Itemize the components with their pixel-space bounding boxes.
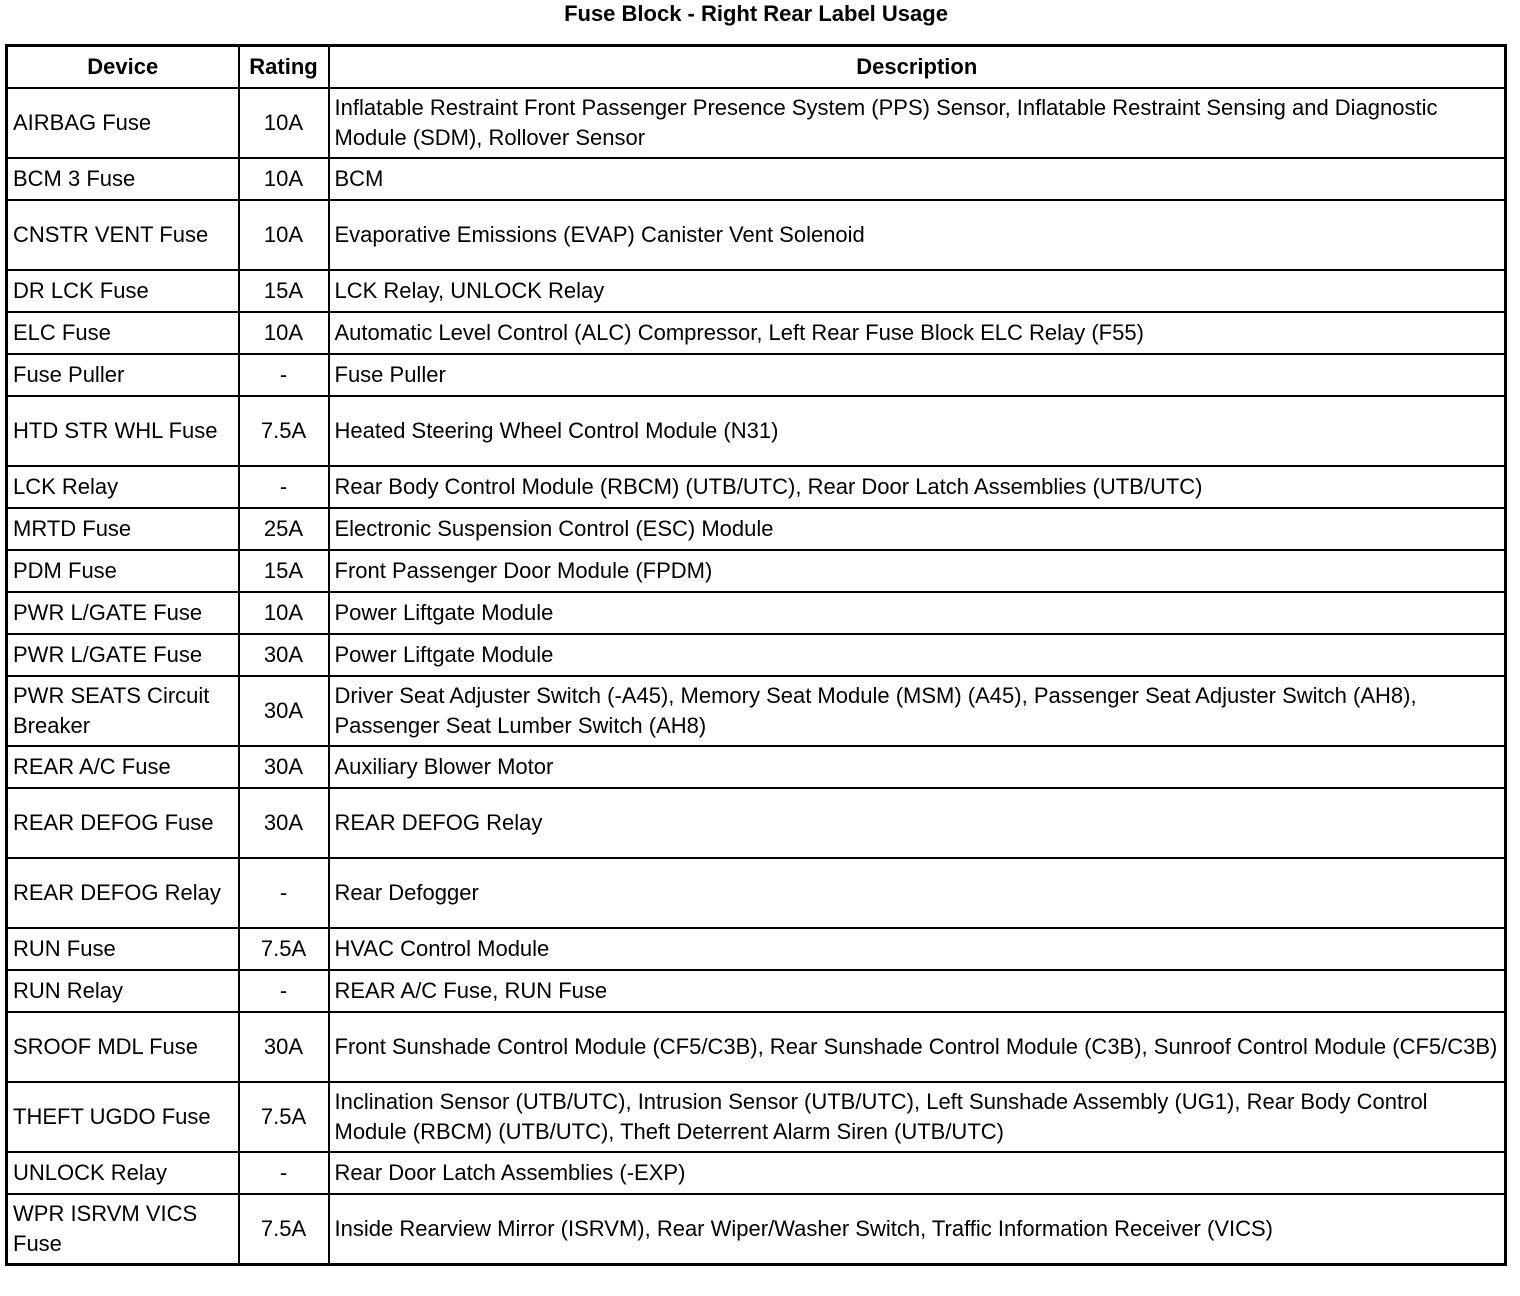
table-row	[7, 270, 1506, 312]
description-cell: Rear Door Latch Assemblies (-EXP)	[329, 1152, 1506, 1194]
header-device: Device	[7, 46, 239, 89]
table-row	[7, 788, 1506, 858]
description-cell: Inside Rearview Mirror (ISRVM), Rear Wiper/Washer Switch, Traffic Information Receiver (VICS)	[329, 1194, 1506, 1265]
rating-cell: 25A	[239, 508, 329, 550]
table-header-row	[7, 46, 1506, 89]
table-row	[7, 88, 1506, 158]
device-cell: LCK Relay	[7, 466, 239, 508]
table-row	[7, 508, 1506, 550]
rating-cell: 10A	[239, 88, 329, 158]
table-row	[7, 592, 1506, 634]
device-cell: SROOF MDL Fuse	[7, 1012, 239, 1082]
rating-cell: 10A	[239, 158, 329, 200]
rating-cell: 7.5A	[239, 396, 329, 466]
rating-cell: 30A	[239, 634, 329, 676]
description-cell: Front Passenger Door Module (FPDM)	[329, 550, 1506, 592]
description-cell: REAR DEFOG Relay	[329, 788, 1506, 858]
table-row	[7, 550, 1506, 592]
description-cell: Evaporative Emissions (EVAP) Canister Vent Solenoid	[329, 200, 1506, 270]
description-cell: Inclination Sensor (UTB/UTC), Intrusion Sensor (UTB/UTC), Left Sunshade Assembly (UG1), Rear Body Control Module (RBCM) (UTB/UTC), Theft Deterrent Alarm Siren (UTB/UTC)	[329, 1082, 1506, 1152]
rating-cell: -	[239, 466, 329, 508]
description-cell: Front Sunshade Control Module (CF5/C3B), Rear Sunshade Control Module (C3B), Sunroof Control Module (CF5/C3B)	[329, 1012, 1506, 1082]
table-row	[7, 396, 1506, 466]
table-row	[7, 858, 1506, 928]
table-row	[7, 158, 1506, 200]
table-row	[7, 970, 1506, 1012]
rating-cell: -	[239, 858, 329, 928]
device-cell: UNLOCK Relay	[7, 1152, 239, 1194]
description-cell: Driver Seat Adjuster Switch (-A45), Memory Seat Module (MSM) (A45), Passenger Seat Adjuster Switch (AH8), Passenger Seat Lumber Switch (AH8)	[329, 676, 1506, 746]
description-cell: Electronic Suspension Control (ESC) Module	[329, 508, 1506, 550]
table-row	[7, 676, 1506, 746]
device-cell: PWR L/GATE Fuse	[7, 634, 239, 676]
table-row	[7, 1194, 1506, 1265]
table-row	[7, 928, 1506, 970]
rating-cell: 10A	[239, 592, 329, 634]
device-cell: DR LCK Fuse	[7, 270, 239, 312]
device-cell: RUN Relay	[7, 970, 239, 1012]
fuse-table	[5, 44, 1507, 1266]
rating-cell: 30A	[239, 1012, 329, 1082]
header-rating: Rating	[239, 46, 329, 89]
rating-cell: -	[239, 354, 329, 396]
description-cell: HVAC Control Module	[329, 928, 1506, 970]
rating-cell: 10A	[239, 312, 329, 354]
device-cell: REAR DEFOG Fuse	[7, 788, 239, 858]
description-cell: REAR A/C Fuse, RUN Fuse	[329, 970, 1506, 1012]
table-row	[7, 1012, 1506, 1082]
device-cell: RUN Fuse	[7, 928, 239, 970]
description-cell: Inflatable Restraint Front Passenger Presence System (PPS) Sensor, Inflatable Restraint Sensing and Diagnostic Module (SDM), Rollover Sensor	[329, 88, 1506, 158]
device-cell: HTD STR WHL Fuse	[7, 396, 239, 466]
description-cell: Power Liftgate Module	[329, 634, 1506, 676]
description-cell: Auxiliary Blower Motor	[329, 746, 1506, 788]
device-cell: ELC Fuse	[7, 312, 239, 354]
page-title: Fuse Block - Right Rear Label Usage	[564, 1, 948, 26]
table-row	[7, 466, 1506, 508]
header-description: Description	[329, 46, 1506, 89]
device-cell: REAR A/C Fuse	[7, 746, 239, 788]
rating-cell: 15A	[239, 270, 329, 312]
rating-cell: 30A	[239, 746, 329, 788]
device-cell: PWR SEATS Circuit Breaker	[7, 676, 239, 746]
device-cell: THEFT UGDO Fuse	[7, 1082, 239, 1152]
device-cell: MRTD Fuse	[7, 508, 239, 550]
device-cell: Fuse Puller	[7, 354, 239, 396]
rating-cell: 30A	[239, 788, 329, 858]
description-cell: Rear Defogger	[329, 858, 1506, 928]
description-cell: BCM	[329, 158, 1506, 200]
rating-cell: -	[239, 1152, 329, 1194]
table-row	[7, 354, 1506, 396]
rating-cell: 30A	[239, 676, 329, 746]
rating-cell: 7.5A	[239, 928, 329, 970]
description-cell: LCK Relay, UNLOCK Relay	[329, 270, 1506, 312]
rating-cell: 7.5A	[239, 1082, 329, 1152]
table-row	[7, 746, 1506, 788]
rating-cell: 15A	[239, 550, 329, 592]
device-cell: BCM 3 Fuse	[7, 158, 239, 200]
rating-cell: 7.5A	[239, 1194, 329, 1265]
rating-cell: 10A	[239, 200, 329, 270]
device-cell: AIRBAG Fuse	[7, 88, 239, 158]
device-cell: PDM Fuse	[7, 550, 239, 592]
description-cell: Heated Steering Wheel Control Module (N31)	[329, 396, 1506, 466]
description-cell: Automatic Level Control (ALC) Compressor, Left Rear Fuse Block ELC Relay (F55)	[329, 312, 1506, 354]
description-cell: Fuse Puller	[329, 354, 1506, 396]
device-cell: PWR L/GATE Fuse	[7, 592, 239, 634]
table-row	[7, 312, 1506, 354]
device-cell: WPR ISRVM VICS Fuse	[7, 1194, 239, 1265]
table-row	[7, 1082, 1506, 1152]
description-cell: Power Liftgate Module	[329, 592, 1506, 634]
table-row	[7, 200, 1506, 270]
device-cell: REAR DEFOG Relay	[7, 858, 239, 928]
device-cell: CNSTR VENT Fuse	[7, 200, 239, 270]
table-row	[7, 634, 1506, 676]
description-cell: Rear Body Control Module (RBCM) (UTB/UTC), Rear Door Latch Assemblies (UTB/UTC)	[329, 466, 1506, 508]
table-row	[7, 1152, 1506, 1194]
rating-cell: -	[239, 970, 329, 1012]
